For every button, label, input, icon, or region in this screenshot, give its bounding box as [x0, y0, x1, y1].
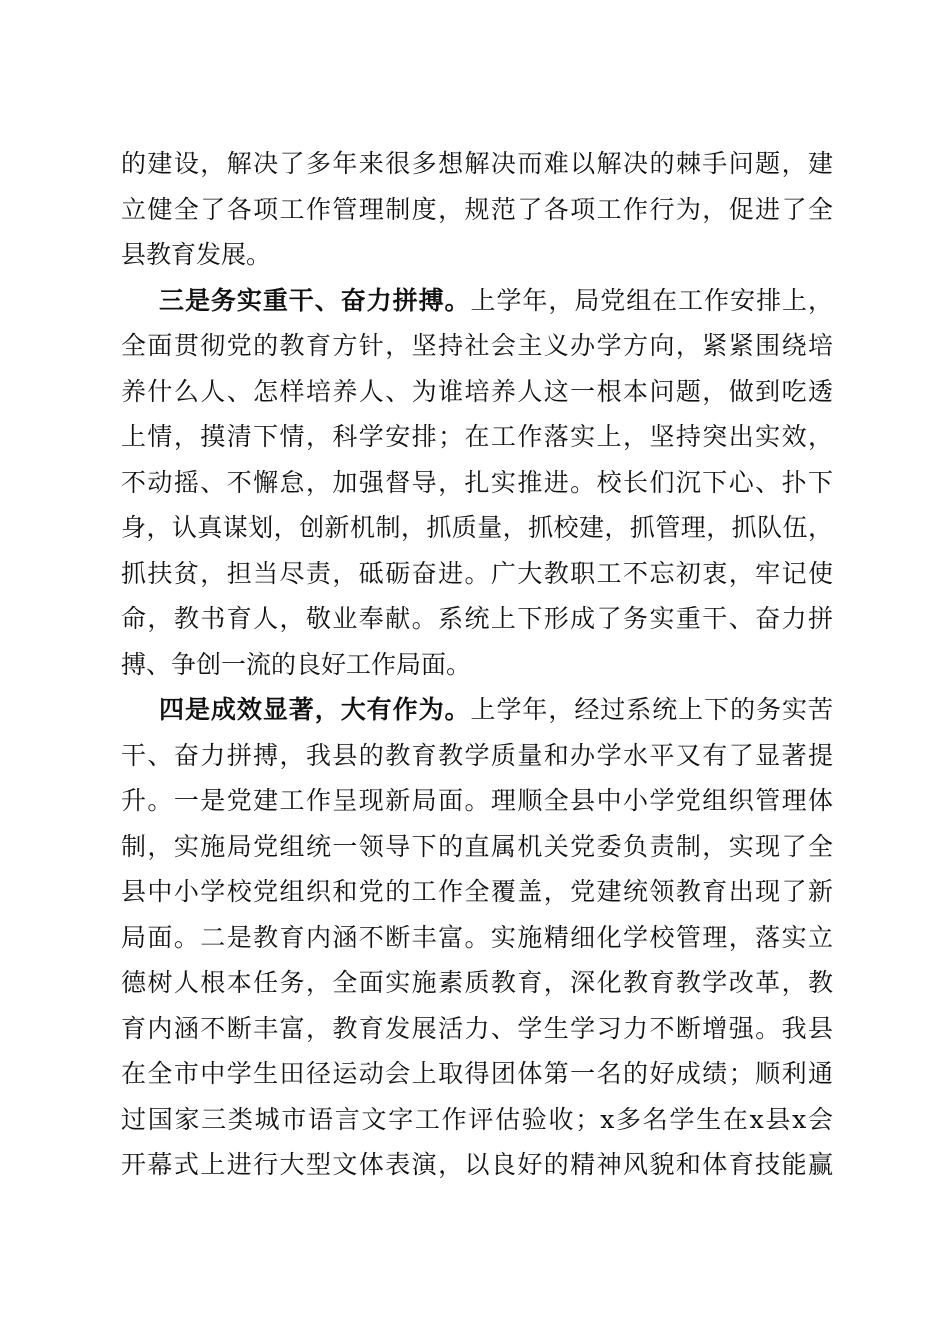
para3-line-3: 升。一是党建工作呈现新局面。理顺全县中小学党组织管理体: [121, 786, 833, 815]
para2-line-4: 上情，摸清下情，科学安排；在工作落实上，坚持突出实效，: [121, 422, 833, 451]
document-body: [121, 141, 833, 1188]
para3-line-5: 县中小学校党组织和党的工作全覆盖，党建统领教育出现了新: [121, 877, 833, 906]
para3-line-6: 局面。二是教育内涵不断丰富。实施精细化学校管理，落实立: [121, 922, 833, 952]
para2-line-7: 抓扶贫，担当尽责，砥砺奋进。广大教职工不忘初衷，牢记使: [121, 558, 833, 588]
para3-line-2: 干、奋力拼搏，我县的教育教学质量和办学水平又有了显著提: [121, 740, 833, 770]
para2-line-8: 命，教书育人，敬业奉献。系统上下形成了务实重干、奋力拼: [121, 604, 833, 633]
para1-line-1: 的建设，解决了多年来很多想解决而难以解决的棘手问题，建: [121, 149, 833, 178]
para3-line-11: 开幕式上进行大型文体表演，以良好的精神风貌和体育技能赢: [121, 1150, 833, 1179]
para2-first-rest: 上学年，局党组在工作安排上，: [470, 285, 833, 315]
para3-line-4: 制，实施局党组统一领导下的直属机关党委负责制，实现了全: [121, 831, 833, 861]
para2-line-6: 身，认真谋划，创新机制，抓质量，抓校建，抓管理，抓队伍，: [121, 513, 833, 542]
para2-line-5: 不动摇、不懈怠，加强督导，扎实推进。校长们沉下心、扑下: [121, 467, 833, 497]
para3-line-7: 德树人根本任务，全面实施素质教育，深化教育教学改革，教: [121, 968, 833, 997]
para2-heading: 三是务实重干、奋力拼搏。: [159, 285, 471, 315]
para3-first-line: [121, 687, 833, 733]
para3-first-rest: 上学年，经过系统上下的务实苦: [470, 695, 833, 724]
para2-line-3: 养什么人、怎样培养人、为谁培养人这一根本问题，做到吃透: [121, 376, 833, 406]
para3-line-10: 过国家三类城市语言文字工作评估验收；x多名学生在x县x会: [121, 1104, 833, 1134]
para1-line-3: 县教育发展。: [121, 240, 272, 269]
para3-heading: 四是成效显著，大有作为。: [159, 695, 471, 724]
para3-line-8: 育内涵不断丰富，教育发展活力、学生学习力不断增强。我县: [121, 1013, 833, 1043]
para1-line-2: 立健全了各项工作管理制度，规范了各项工作行为，促进了全: [121, 194, 833, 224]
para2-line-9: 搏、争创一流的良好工作局面。: [121, 649, 472, 679]
para2-first-line: [121, 278, 833, 324]
para2-line-2: 全面贯彻党的教育方针，坚持社会主义办学方向，紧紧围绕培: [121, 331, 833, 360]
para3-line-9: 在全市中学生田径运动会上取得团体第一名的好成绩；顺利通: [121, 1059, 833, 1088]
